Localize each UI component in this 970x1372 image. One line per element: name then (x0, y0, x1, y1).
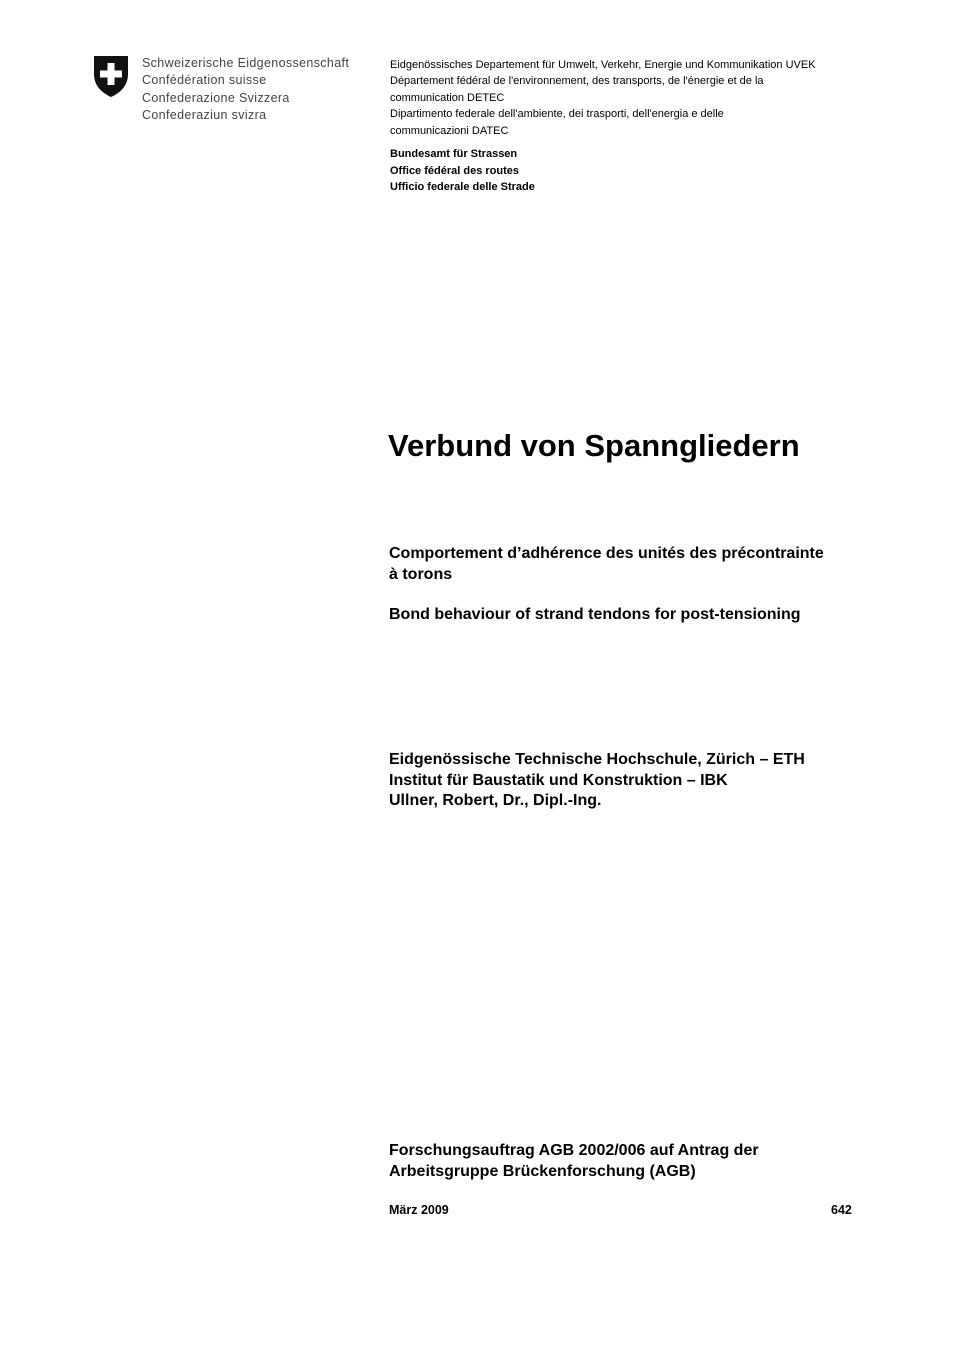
swiss-cross-shield-icon (92, 54, 130, 98)
subtitle-french-line: Comportement d’adhérence des unités des précontrainte (389, 545, 824, 562)
project-line: Forschungsauftrag AGB 2002/006 auf Antrag der (389, 1142, 759, 1159)
author-line: Ullner, Robert, Dr., Dipl.-Ing. (389, 792, 602, 809)
subtitle-english: Bond behaviour of strand tendons for post-tensioning (389, 606, 801, 623)
subtitle-french-line: à torons (389, 565, 453, 583)
department-block (390, 57, 880, 139)
confederation-name-it: Confederazione Svizzera (142, 90, 290, 105)
department-line: communicazioni DATEC (390, 124, 509, 137)
subtitle-french (389, 544, 889, 585)
institution-line: Eidgenössische Technische Hochschule, Zürich – ETH (389, 751, 805, 768)
publication-date: März 2009 (389, 1203, 449, 1217)
department-line: Département fédéral de l'environnement, des transports, de l'énergie et de la (390, 75, 764, 88)
report-title: Verbund von Spanngliedern (388, 428, 800, 463)
confederation-name-rm: Confederaziun svizra (142, 107, 267, 122)
department-line: communication DETEC (390, 91, 505, 104)
confederation-name-de: Schweizerische Eidgenossenschaft (142, 56, 350, 70)
institution-line: Institut für Baustatik und Konstruktion – IBK (389, 771, 728, 789)
confederation-names (142, 55, 349, 124)
department-line: Eidgenössisches Departement für Umwelt, Verkehr, Energie und Kommunikation UVEK (390, 59, 816, 71)
department-line: Dipartimento federale dell'ambiente, dei trasporti, dell'energia e delle (390, 108, 724, 121)
report-number: 642 (831, 1203, 852, 1217)
confederation-name-fr: Confédération suisse (142, 73, 267, 88)
project-line: Arbeitsgruppe Brückenforschung (AGB) (389, 1162, 696, 1180)
office-line: Ufficio federale delle Strade (390, 181, 535, 194)
project-block (389, 1141, 759, 1182)
office-line: Office fédéral des routes (390, 164, 519, 177)
office-line: Bundesamt für Strassen (390, 148, 518, 160)
institution-block (389, 750, 805, 812)
office-block (390, 146, 535, 196)
